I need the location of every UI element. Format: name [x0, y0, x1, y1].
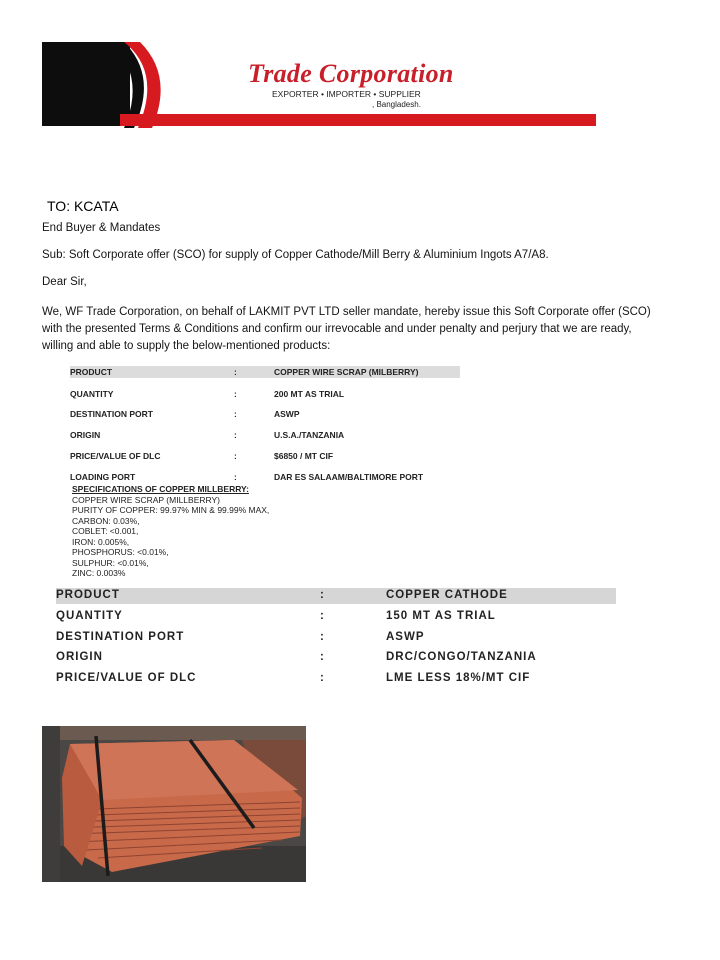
spec-line: COBLET: <0.001, — [72, 526, 139, 536]
row-label: PRODUCT — [70, 367, 113, 377]
row-label: PRODUCT — [56, 589, 120, 601]
row-sep: : — [320, 672, 325, 684]
row-value: 150 MT AS TRIAL — [386, 610, 496, 622]
body-line: with the presented Terms & Conditions and confirm our irrevocable and under penalty and perjury that we are ready, — [42, 323, 632, 335]
row-sep: : — [234, 430, 237, 440]
row-value: ASWP — [386, 631, 425, 643]
addressee: TO: KCATA — [47, 198, 119, 214]
company-location: , Bangladesh. — [372, 100, 421, 109]
row-sep: : — [320, 651, 325, 663]
row-label: DESTINATION PORT — [56, 631, 185, 643]
spec-line: SULPHUR: <0.01%, — [72, 557, 149, 568]
spec-line: PHOSPHORUS: <0.01%, — [72, 547, 169, 557]
letterhead-red-bar — [120, 114, 596, 126]
spec-line: ZINC: 0.003% — [72, 568, 126, 578]
row-sep: : — [234, 409, 237, 419]
row-label: PRICE/VALUE OF DLC — [70, 451, 161, 461]
row-sep: : — [320, 610, 325, 622]
specifications-block — [72, 484, 269, 579]
spec-line: COPPER WIRE SCRAP (MILLBERRY) — [72, 494, 220, 505]
salutation: Dear Sir, — [42, 276, 87, 288]
row-value: DRC/CONGO/TANZANIA — [386, 651, 537, 663]
row-sep: : — [234, 389, 237, 399]
row-value: COPPER WIRE SCRAP (MILBERRY) — [274, 367, 419, 377]
company-name: Trade Corporation — [248, 59, 454, 88]
row-value: ASWP — [274, 409, 300, 419]
row-label: ORIGIN — [56, 651, 103, 663]
body-line: willing and able to supply the below-mentioned products: — [42, 340, 331, 352]
spec-line: CARBON: 0.03%, — [72, 515, 140, 526]
row-sep: : — [234, 367, 237, 377]
row-sep: : — [320, 631, 325, 643]
row-sep: : — [234, 451, 237, 461]
row-value: DAR ES SALAAM/BALTIMORE PORT — [274, 472, 424, 482]
specifications-title: SPECIFICATIONS OF COPPER MILLBERRY: — [72, 484, 249, 494]
row-label: ORIGIN — [70, 430, 101, 440]
row-value: $6850 / MT CIF — [274, 451, 334, 461]
row-value: COPPER CATHODE — [386, 589, 508, 601]
row-label: QUANTITY — [70, 389, 114, 399]
row-value: 200 MT AS TRIAL — [274, 389, 345, 399]
recipient: End Buyer & Mandates — [42, 222, 161, 234]
body-line: We, WF Trade Corporation, on behalf of LAKMIT PVT LTD seller mandate, hereby issue this Soft Corporate offer (SCO) — [42, 306, 651, 318]
letter-body — [42, 304, 672, 355]
row-label: QUANTITY — [56, 610, 123, 622]
copper-cathode-photo — [42, 726, 306, 882]
letterhead — [42, 42, 596, 128]
row-value: U.S.A./TANZANIA — [274, 430, 345, 440]
subject-line: Sub: Soft Corporate offer (SCO) for supply of Copper Cathode/Mill Berry & Aluminium Ingots A7/A8. — [42, 249, 549, 261]
row-label: DESTINATION PORT — [70, 409, 153, 419]
row-sep: : — [320, 589, 325, 601]
spec-line: PURITY OF COPPER: 99.97% MIN & 99.99% MAX, — [72, 505, 270, 515]
spec-line: IRON: 0.005%, — [72, 536, 130, 547]
row-label: LOADING PORT — [70, 472, 136, 482]
table-header-band — [56, 588, 616, 604]
row-value: LME LESS 18%/MT CIF — [386, 672, 531, 684]
row-label: PRICE/VALUE OF DLC — [56, 672, 197, 684]
row-sep: : — [234, 472, 237, 482]
company-tagline: EXPORTER • IMPORTER • SUPPLIER — [272, 89, 421, 99]
